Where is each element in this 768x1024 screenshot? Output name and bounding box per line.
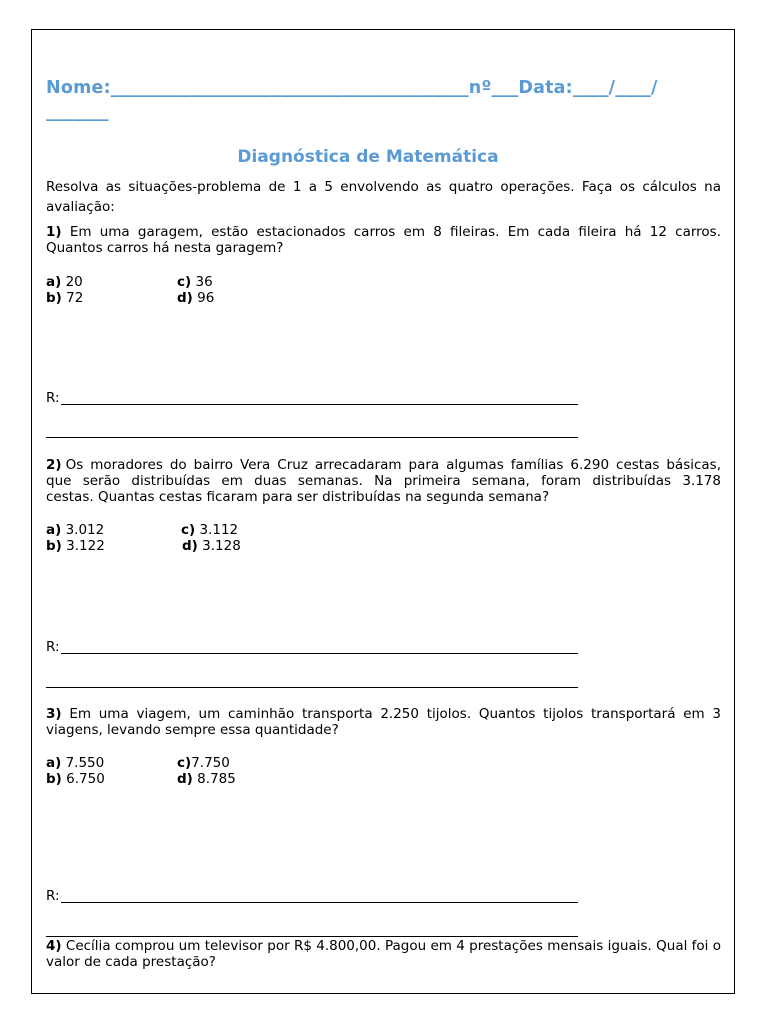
q1-answer-line-1 (61, 404, 578, 405)
question-2-line-1: 2) Os moradores do bairro Vera Cruz arrecadaram para algumas famílias 6.290 cestas básicas, (46, 457, 721, 473)
page-title: Diagnóstica de Matemática (237, 147, 499, 167)
question-2 (46, 457, 721, 505)
question-2-line-2: que serão distribuídas em duas semanas. Na primeira semana, foram distribuídas 3.178 (46, 473, 721, 489)
question-2-line-3: cestas. Quantas cestas ficaram para ser distribuídas na segunda semana? (46, 489, 550, 505)
q1-answer-label: R: (46, 390, 60, 406)
name-label: Nome: (46, 78, 111, 98)
q2-answer-line-2 (46, 687, 578, 688)
question-1-text: Em uma garagem, estão estacionados carros em 8 fileiras. Em cada fileira há 12 carros. Quantos carros há nesta garagem? (46, 224, 721, 256)
name-blank: ________________________________________ (110, 78, 469, 98)
q1-answer-line-2 (46, 437, 578, 438)
question-1-number: 1) (46, 224, 62, 240)
q3-option-d: d) 8.785 (177, 771, 236, 787)
q3-answer-line-1 (61, 902, 578, 903)
date-year-blank: _______ (46, 102, 109, 122)
question-4-text: Cecília comprou um televisor por R$ 4.800,00. Pagou em 4 prestações mensais iguais. Qual foi o valor de cada prestação? (46, 938, 722, 970)
question-2-number: 2) (46, 457, 62, 473)
q3-answer-label: R: (46, 888, 60, 904)
q2-option-a: a) 3.012 (46, 522, 105, 538)
question-4-number: 4) (46, 938, 62, 954)
q1-option-c: c) 36 (177, 274, 213, 290)
question-3-text: Em uma viagem, um caminhão transporta 2.250 tijolos. Quantos tijolos transportará em 3 viagens, levando sempre essa quantidade? (46, 706, 721, 738)
question-3-number: 3) (46, 706, 62, 722)
q3-answer-line-2 (46, 936, 578, 937)
number-label: nº___ (468, 78, 519, 98)
q2-answer-line-1 (61, 653, 578, 654)
q3-option-a: a) 7.550 (46, 755, 105, 771)
question-3 (46, 706, 721, 738)
question-4 (46, 938, 721, 970)
question-1 (46, 224, 721, 256)
instructions: Resolva as situações-problema de 1 a 5 envolvendo as quatro operações. Faça os cálculos na avaliação: (46, 179, 721, 215)
q2-option-d: d) 3.128 (182, 538, 241, 554)
q2-answer-label: R: (46, 639, 60, 655)
exam-page (31, 29, 735, 994)
q1-option-d: d) 96 (177, 290, 215, 306)
q3-option-b: b) 6.750 (46, 771, 105, 787)
q1-option-a: a) 20 (46, 274, 83, 290)
q2-option-b: b) 3.122 (46, 538, 105, 554)
q3-option-c: c)7.750 (177, 755, 230, 771)
q2-option-c: c) 3.112 (181, 522, 239, 538)
name-date-header (46, 78, 658, 98)
q1-option-b: b) 72 (46, 290, 84, 306)
date-label: Data:____/____/ (518, 78, 658, 98)
